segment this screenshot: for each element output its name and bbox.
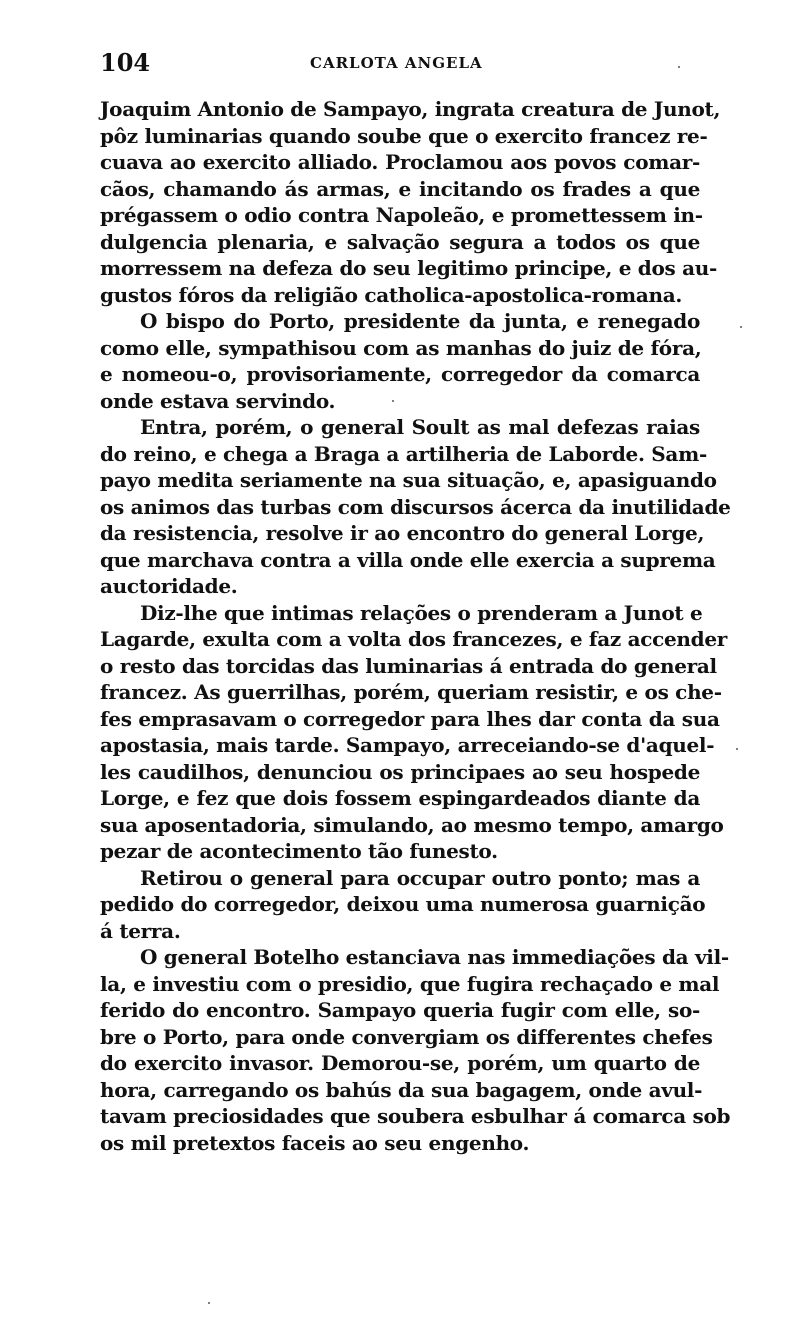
running-title: CARLOTA ANGELA	[310, 54, 483, 72]
text-line: apostasia, mais tarde. Sampayo, arreceiando-se d'aquel-	[100, 733, 715, 757]
text-line: os mil pretextos faceis ao seu engenho.	[100, 1130, 530, 1155]
text-line: cuava ao exercito alliado. Proclamou aos povos comar-	[100, 150, 700, 174]
text-line: francez. As guerrilhas, porém, queriam resistir, e os che-	[100, 680, 722, 704]
text-line: o resto das torcidas das luminarias á entrada do general	[100, 653, 717, 678]
text-line: Lorge, e fez que dois fossem espingardeados diante da	[100, 786, 700, 810]
print-speck	[740, 326, 742, 328]
text-line: payo medita seriamente na sua situação, e, apasiguando	[100, 468, 717, 492]
print-speck	[208, 1302, 210, 1304]
running-head	[100, 48, 700, 78]
text-line: do exercito invasor. Demorou-se, porém, um quarto de	[100, 1051, 700, 1075]
text-line: e nomeou-o, provisoriamente, corregedor da comarca	[100, 362, 700, 386]
text-line: cãos, chamando ás armas, e incitando os frades a que	[100, 176, 700, 201]
text-line: ferido do encontro. Sampayo queria fugir com elle, so-	[100, 998, 700, 1022]
text-line: les caudilhos, denunciou os principaes ao seu hospede	[100, 759, 700, 784]
text-line: os animos das turbas com discursos ácerca da inutilidade	[100, 494, 731, 519]
text-line: que marchava contra a villa onde elle exercia a suprema	[100, 547, 716, 572]
text-line: onde estava servindo.	[100, 388, 336, 413]
page-number: 104	[100, 48, 151, 77]
text-line: pôz luminarias quando soube que o exercito francez re-	[100, 123, 708, 148]
text-line: como elle, sympathisou com as manhas do juiz de fóra,	[100, 335, 702, 360]
text-line: sua aposentadoria, simulando, ao mesmo tempo, amargo	[100, 812, 724, 837]
text-line: da resistencia, resolve ir ao encontro do general Lorge,	[100, 521, 705, 545]
text-line: O general Botelho estanciava nas immediações da vil-	[140, 945, 729, 969]
text-line: á terra.	[100, 918, 181, 943]
text-line: Lagarde, exulta com a volta dos francezes, e faz accender	[100, 627, 728, 651]
text-line: tavam preciosidades que soubera esbulhar á comarca sob	[100, 1104, 731, 1128]
text-line: O bispo do Porto, presidente da junta, e renegado	[140, 309, 700, 333]
text-line: do reino, e chega a Braga a artilheria de Laborde. Sam-	[100, 441, 707, 466]
text-line: bre o Porto, para onde convergiam os differentes chefes	[100, 1024, 713, 1049]
text-line: morressem na defeza do seu legitimo principe, e dos au-	[100, 256, 718, 280]
text-line: Entra, porém, o general Soult as mal defezas raias	[140, 415, 700, 439]
text-line: dulgencia plenaria, e salvação segura a todos os que	[100, 229, 700, 254]
body-text	[100, 96, 731, 1156]
text-line: Retirou o general para occupar outro ponto; mas a	[140, 865, 700, 890]
text-line: pedido do corregedor, deixou uma numerosa guarnição	[100, 892, 706, 916]
text-line: pezar de acontecimento tão funesto.	[100, 839, 498, 863]
text-line: gustos fóros da religião catholica-apostolica-romana.	[100, 282, 683, 307]
print-speck	[678, 66, 680, 68]
text-line: fes emprasavam o corregedor para lhes dar conta da sua	[100, 706, 720, 731]
text-line: Joaquim Antonio de Sampayo, ingrata creatura de Junot,	[100, 97, 721, 121]
text-line: hora, carregando os bahús da sua bagagem, onde avul-	[100, 1077, 703, 1102]
text-line: Diz-lhe que intimas relações o prenderam a Junot e	[140, 600, 703, 625]
text-line: prégassem o odio contra Napoleão, e promettessem in-	[100, 203, 703, 227]
text-line: la, e investiu com o presidio, que fugira rechaçado e mal	[100, 971, 720, 996]
text-line: auctoridade.	[100, 574, 238, 598]
print-speck	[736, 748, 738, 750]
print-speck	[392, 400, 394, 402]
